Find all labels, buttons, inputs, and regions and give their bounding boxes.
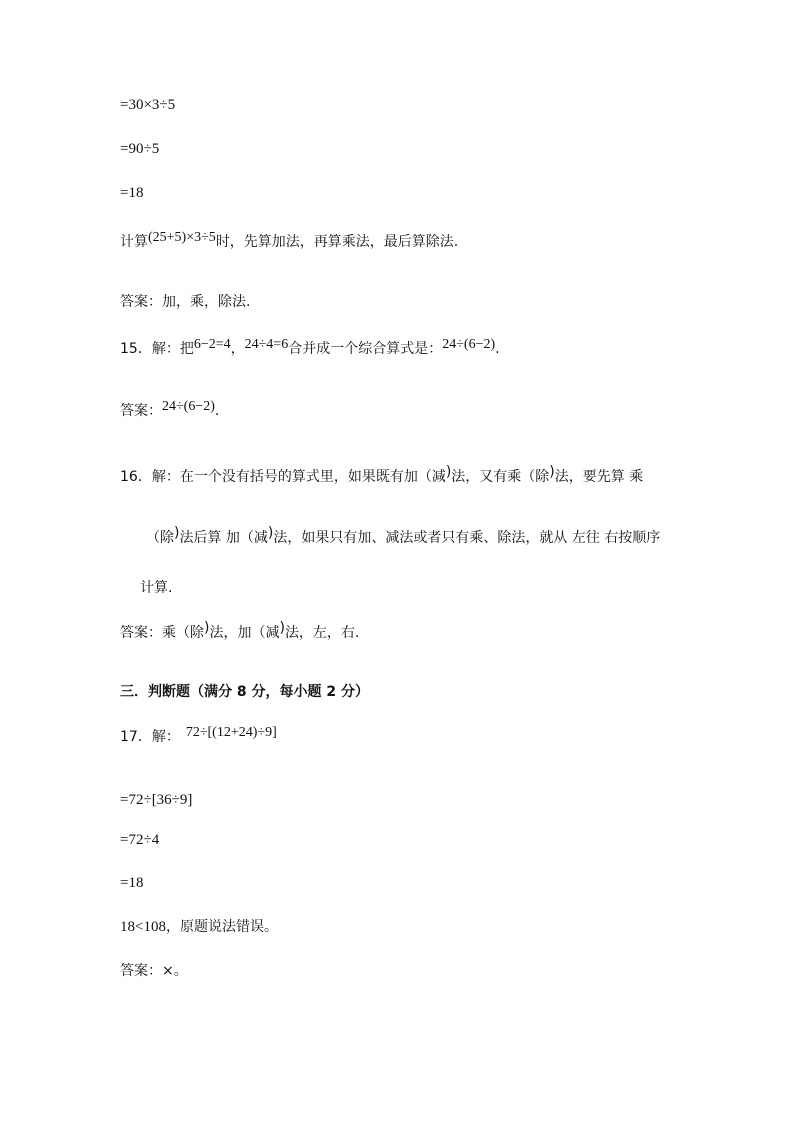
q17-solution — [120, 727, 277, 748]
q14-step-1: =30×3÷5 — [120, 97, 176, 113]
q16-l2-d: ) — [267, 525, 274, 541]
q14-step-2: =90÷5 — [120, 141, 160, 157]
q15-end: . — [495, 341, 500, 357]
q16-l1-d: ) — [549, 464, 555, 480]
q15-solution — [120, 339, 500, 360]
q14-explain-suffix: 时，先算加法，再算乘法，最后算除法. — [215, 234, 459, 250]
q16-l1-c: 法，又有乘（除 — [451, 469, 550, 485]
q14-step-3: =18 — [120, 185, 144, 201]
q16-ans-b: ) — [204, 620, 210, 636]
q14-explanation — [120, 232, 458, 253]
q16-l1-e: 法，要先算 乘 — [554, 469, 644, 485]
q15-expression-3: 24÷(6−2) — [442, 337, 496, 352]
q17-step-1: =72÷[36÷9] — [120, 792, 193, 808]
q15-answer-expression: 24÷(6−2) — [162, 399, 215, 414]
q16-ans-d: ) — [279, 620, 285, 636]
q17-answer: 答案：×。 — [120, 963, 188, 979]
q16-l1-a: 16．解：在一个没有括号的算式里，如果既有加（减 — [120, 469, 446, 485]
section-3-heading: 三．判断题（满分 8 分，每小题 2 分） — [120, 684, 369, 700]
q16-ans-c: 法，加（减 — [209, 625, 280, 641]
q16-l2-a: （除 — [146, 530, 174, 546]
q16-answer — [120, 620, 360, 643]
q16-line-3: 计算. — [140, 580, 173, 596]
q15-answer-label: 答案： — [120, 403, 162, 419]
q17-step-2: =72÷4 — [120, 832, 160, 848]
q17-conclusion — [120, 917, 278, 937]
q16-l2-c: 法后算 加（减 — [179, 530, 268, 546]
q17-expression: 72÷[(12+24)÷9] — [185, 725, 277, 740]
q15-answer-end: . — [214, 403, 220, 419]
q15-expression-1: 6−2=4 — [193, 337, 231, 352]
q16-line-2 — [146, 525, 661, 548]
q14-explain-prefix: 计算 — [120, 234, 148, 250]
q14-answer: 答案：加，乘，除法. — [120, 294, 251, 310]
q17-compare: 18<108 — [120, 919, 166, 935]
q15-expression-2: 24÷4=6 — [244, 337, 289, 352]
q15-label: 15．解：把 — [120, 341, 194, 357]
q15-middle-text: 合并成一个综合算式是： — [288, 341, 443, 357]
q16-l1-b: ) — [445, 464, 452, 480]
q15-comma: ， — [230, 341, 245, 357]
q16-ans-e: 法，左，右. — [284, 625, 360, 641]
q16-l2-b: ) — [174, 525, 180, 541]
q16-l2-e: 法，如果只有加、减法或者只有乘、除法，就从 左往 右按顺序 — [273, 530, 661, 546]
q17-step-3: =18 — [120, 875, 144, 891]
q14-explain-expression: (25+5)×3÷5 — [148, 230, 216, 245]
q17-conclusion-text: ，原题说法错误。 — [165, 919, 278, 935]
q15-answer — [120, 401, 219, 422]
q16-line-1 — [120, 464, 644, 487]
q17-label: 17．解： — [120, 729, 180, 745]
q16-ans-a: 答案：乘（除 — [120, 625, 204, 641]
